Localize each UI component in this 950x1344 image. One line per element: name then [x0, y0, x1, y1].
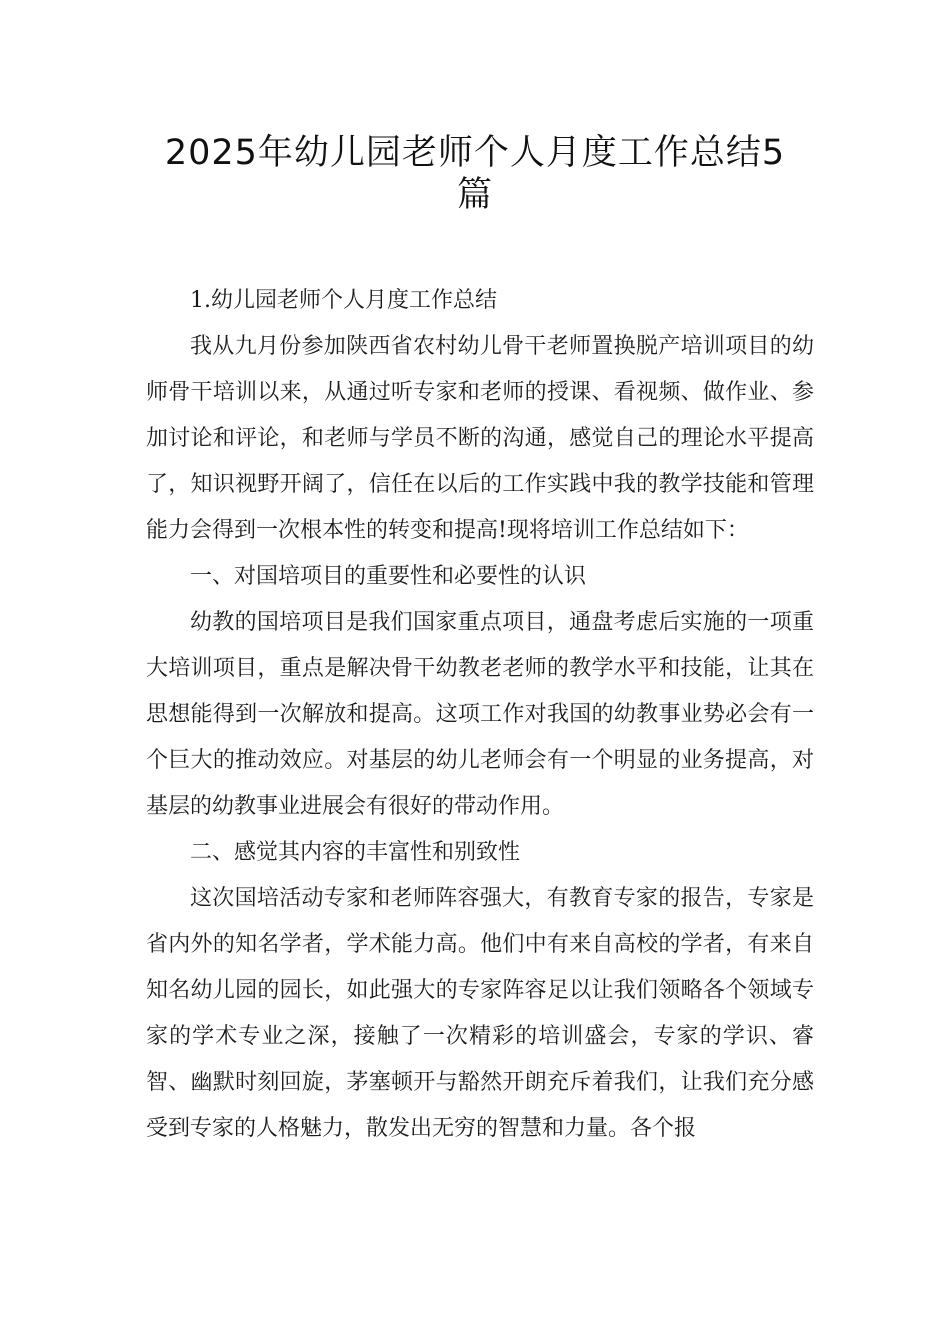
document-title [130, 132, 820, 216]
paragraph-importance: 幼教的国培项目是我们国家重点项目，通盘考虑后实施的一项重大培训项目，重点是解决骨干幼教老老师的教学水平和技能，让其在思想能得到一次解放和提高。这项工作对我国的幼教事业势必会有一个巨大的推动效应。对基层的幼儿老师会有一个明显的业务提高，对基层的幼教事业进展会有很好的带动作用。 [146, 610, 814, 819]
section-heading-1: 1.幼儿园老师个人月度工作总结 [190, 288, 497, 313]
title-line-1: 2025年幼儿园老师个人月度工作总结5 [164, 133, 786, 173]
section-heading-yi: 一、对国培项目的重要性和必要性的认识 [190, 564, 587, 589]
paragraph-intro: 我从九月份参加陕西省农村幼儿骨干老师置换脱产培训项目的幼师骨干培训以来，从通过听专家和老师的授课、看视频、做作业、参加讨论和评论，和老师与学员不断的沟通，感觉自己的理论水平提高了，知识视野开阔了，信任在以后的工作实践中我的教学技能和管理能力会得到一次根本性的转变和提高!现将培训工作总结如下： [146, 334, 814, 543]
paragraph-content: 这次国培活动专家和老师阵容强大，有教育专家的报告，专家是省内外的知名学者，学术能力高。他们中有来自高校的学者，有来自知名幼儿园的园长，如此强大的专家阵容足以让我们领略各个领域专家的学术专业之深，接触了一次精彩的培训盛会，专家的学识、睿智、幽默时刻回旋，茅塞顿开与豁然开朗充斥着我们，让我们充分感受到专家的人格魅力，散发出无穷的智慧和力量。各个报 [146, 886, 814, 1141]
title-line-2: 篇 [456, 175, 493, 215]
section-heading-er: 二、感觉其内容的丰富性和别致性 [190, 840, 521, 865]
document-body [146, 278, 814, 1152]
